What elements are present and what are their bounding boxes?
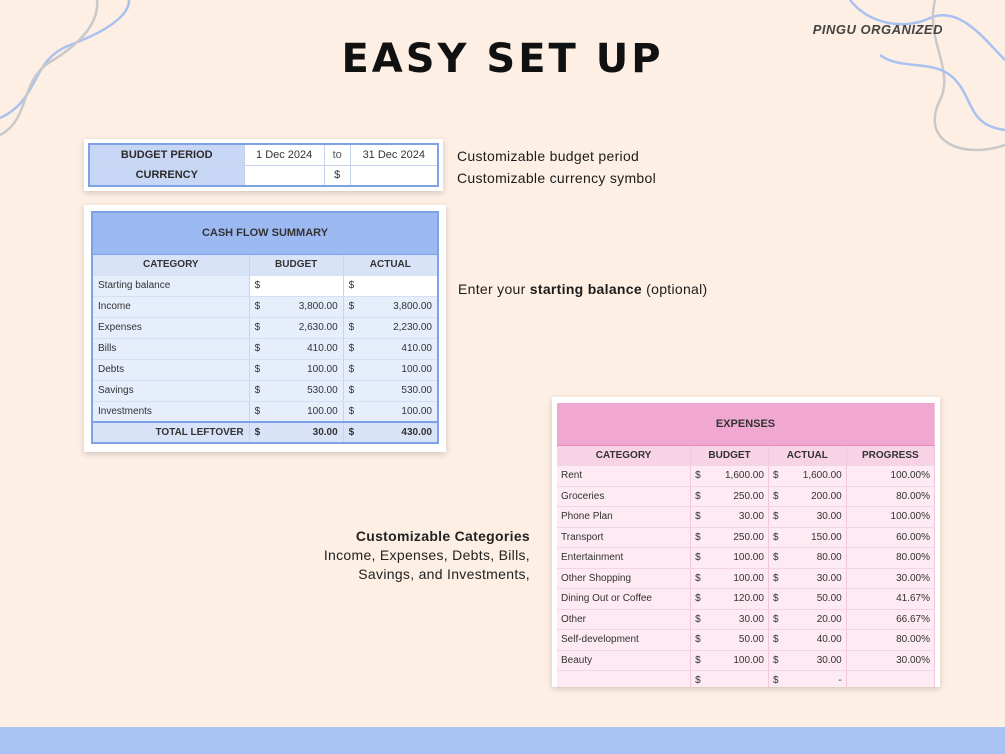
actual-cell: 410.00 [359, 338, 438, 359]
category-cell: Self-development [557, 630, 691, 651]
budget-cell: 100.00 [705, 568, 769, 589]
budget-cell: 100.00 [265, 359, 343, 380]
currency-sign: $ [768, 527, 782, 548]
budget-cell: 250.00 [705, 486, 769, 507]
total-actual-cell: 430.00 [359, 422, 438, 443]
currency-sign: $ [249, 401, 265, 422]
note-currency: Customizable currency symbol [457, 170, 657, 186]
actual-cell: 40.00 [783, 630, 847, 651]
budget-cell: 30.00 [705, 507, 769, 528]
budget-cell: 410.00 [265, 338, 343, 359]
currency-sign: $ [768, 486, 782, 507]
cash-flow-title: CASH FLOW SUMMARY [92, 212, 438, 254]
category-cell: Bills [92, 338, 249, 359]
currency-empty-cell [244, 165, 324, 186]
end-date-cell[interactable]: 31 Dec 2024 [350, 144, 438, 165]
table-row [92, 401, 438, 422]
table-row [557, 589, 935, 610]
column-header: ACTUAL [768, 445, 846, 466]
table-row [557, 568, 935, 589]
note-balance-bold: starting balance [529, 281, 642, 297]
currency-sign: $ [249, 317, 265, 338]
actual-cell: 50.00 [783, 589, 847, 610]
table-row [92, 380, 438, 401]
category-cell: Income [92, 296, 249, 317]
category-cell: Transport [557, 527, 691, 548]
note-period: Customizable budget period [457, 148, 640, 164]
currency-sign: $ [691, 589, 705, 610]
progress-cell: 80.00% [846, 548, 934, 569]
currency-sign: $ [768, 609, 782, 630]
currency-sign: $ [768, 466, 782, 487]
category-cell: Beauty [557, 650, 691, 671]
actual-cell: 30.00 [783, 507, 847, 528]
starting-balance-budget-input[interactable] [265, 275, 343, 296]
brand-name: PINGU ORGANIZED [812, 22, 943, 37]
table-row [557, 486, 935, 507]
budget-period-label: BUDGET PERIOD [89, 144, 244, 165]
currency-sign: $ [343, 338, 359, 359]
note-balance-prefix: Enter your [458, 281, 530, 297]
actual-cell: 2,230.00 [359, 317, 438, 338]
budget-cell [705, 671, 769, 688]
note-categories [324, 527, 530, 584]
budget-cell: 3,800.00 [265, 296, 343, 317]
actual-cell: 150.00 [783, 527, 847, 548]
budget-cell: 100.00 [705, 548, 769, 569]
table-row [557, 671, 935, 688]
category-cell: Expenses [92, 317, 249, 338]
currency-sign: $ [691, 548, 705, 569]
currency-sign: $ [343, 317, 359, 338]
currency-sign: $ [343, 275, 359, 296]
currency-sign: $ [343, 401, 359, 422]
category-cell: Starting balance [92, 275, 249, 296]
currency-label: CURRENCY [89, 165, 244, 186]
actual-cell: 100.00 [359, 401, 438, 422]
actual-cell: 100.00 [359, 359, 438, 380]
category-cell: Investments [92, 401, 249, 422]
budget-cell: 250.00 [705, 527, 769, 548]
actual-cell: 200.00 [783, 486, 847, 507]
category-cell: Groceries [557, 486, 691, 507]
column-header: CATEGORY [92, 254, 249, 275]
budget-period-table [88, 143, 439, 187]
progress-cell: 100.00% [846, 466, 934, 487]
table-row [557, 466, 935, 487]
progress-cell: 30.00% [846, 568, 934, 589]
progress-cell: 60.00% [846, 527, 934, 548]
footer-bar [0, 727, 1005, 754]
actual-cell: - [783, 671, 847, 688]
currency-sign: $ [691, 486, 705, 507]
currency-empty-cell-2 [350, 165, 438, 186]
category-cell: Phone Plan [557, 507, 691, 528]
table-row [92, 317, 438, 338]
category-cell: Entertainment [557, 548, 691, 569]
currency-sign: $ [768, 671, 782, 688]
currency-sign: $ [768, 548, 782, 569]
budget-cell: 1,600.00 [705, 466, 769, 487]
budget-cell: 50.00 [705, 630, 769, 651]
table-row [557, 630, 935, 651]
expenses-panel [552, 397, 940, 687]
currency-sign: $ [768, 507, 782, 528]
currency-sign: $ [249, 359, 265, 380]
start-date-cell[interactable]: 1 Dec 2024 [244, 144, 324, 165]
expenses-title: EXPENSES [557, 403, 935, 445]
progress-cell [846, 671, 934, 688]
currency-sign: $ [768, 589, 782, 610]
progress-cell: 80.00% [846, 630, 934, 651]
category-cell: Rent [557, 466, 691, 487]
table-row [92, 338, 438, 359]
currency-sign: $ [249, 296, 265, 317]
note-starting-balance [458, 281, 708, 297]
expenses-table [557, 403, 935, 687]
total-label: TOTAL LEFTOVER [92, 422, 249, 443]
category-cell: Dining Out or Coffee [557, 589, 691, 610]
actual-cell: 80.00 [783, 548, 847, 569]
column-header: CATEGORY [557, 445, 691, 466]
currency-sign: $ [691, 466, 705, 487]
currency-sign: $ [691, 527, 705, 548]
cash-flow-summary-panel [84, 205, 446, 452]
table-row [557, 507, 935, 528]
total-budget-cell: 30.00 [265, 422, 343, 443]
budget-cell: 2,630.00 [265, 317, 343, 338]
table-row [557, 527, 935, 548]
currency-sign: $ [343, 380, 359, 401]
category-cell: Other [557, 609, 691, 630]
note-categories-line1: Income, Expenses, Debts, Bills, [323, 547, 530, 563]
actual-cell: 30.00 [783, 568, 847, 589]
note-categories-line2: Savings, and Investments, [358, 566, 530, 582]
progress-cell: 66.67% [846, 609, 934, 630]
category-cell: Other Shopping [557, 568, 691, 589]
to-label: to [324, 144, 350, 165]
currency-sign: $ [691, 630, 705, 651]
currency-sign: $ [343, 422, 359, 443]
currency-symbol-cell[interactable]: $ [324, 165, 350, 186]
currency-sign: $ [343, 296, 359, 317]
currency-sign: $ [249, 275, 265, 296]
category-cell: Debts [92, 359, 249, 380]
progress-cell: 100.00% [846, 507, 934, 528]
budget-period-panel [84, 139, 443, 191]
column-header: BUDGET [249, 254, 343, 275]
currency-sign: $ [691, 650, 705, 671]
table-row [92, 296, 438, 317]
budget-cell: 120.00 [705, 589, 769, 610]
budget-cell: 530.00 [265, 380, 343, 401]
currency-sign: $ [249, 380, 265, 401]
table-row [557, 650, 935, 671]
progress-cell: 80.00% [846, 486, 934, 507]
progress-cell: 30.00% [846, 650, 934, 671]
page-title: EASY SET UP [341, 36, 664, 82]
cash-flow-table [91, 211, 439, 444]
total-row [92, 422, 438, 443]
currency-sign: $ [768, 630, 782, 651]
currency-sign: $ [343, 359, 359, 380]
table-row [557, 609, 935, 630]
currency-sign: $ [691, 671, 705, 688]
note-balance-suffix: (optional) [641, 281, 708, 297]
currency-sign: $ [691, 507, 705, 528]
actual-cell: 530.00 [359, 380, 438, 401]
actual-cell: 3,800.00 [359, 296, 438, 317]
column-header: PROGRESS [846, 445, 934, 466]
budget-cell: 100.00 [705, 650, 769, 671]
progress-cell: 41.67% [846, 589, 934, 610]
currency-sign: $ [691, 609, 705, 630]
actual-cell: 20.00 [783, 609, 847, 630]
currency-sign: $ [768, 568, 782, 589]
table-row [92, 359, 438, 380]
category-cell [557, 671, 691, 688]
actual-cell: 1,600.00 [783, 466, 847, 487]
actual-cell: 30.00 [783, 650, 847, 671]
note-categories-title: Customizable Categories [355, 528, 530, 544]
column-header: BUDGET [691, 445, 769, 466]
category-cell: Savings [92, 380, 249, 401]
table-row [92, 275, 438, 296]
table-row [557, 548, 935, 569]
currency-sign: $ [249, 422, 265, 443]
starting-balance-actual-input[interactable] [359, 275, 438, 296]
column-header: ACTUAL [343, 254, 438, 275]
currency-sign: $ [249, 338, 265, 359]
currency-sign: $ [768, 650, 782, 671]
currency-sign: $ [691, 568, 705, 589]
budget-cell: 30.00 [705, 609, 769, 630]
budget-cell: 100.00 [265, 401, 343, 422]
